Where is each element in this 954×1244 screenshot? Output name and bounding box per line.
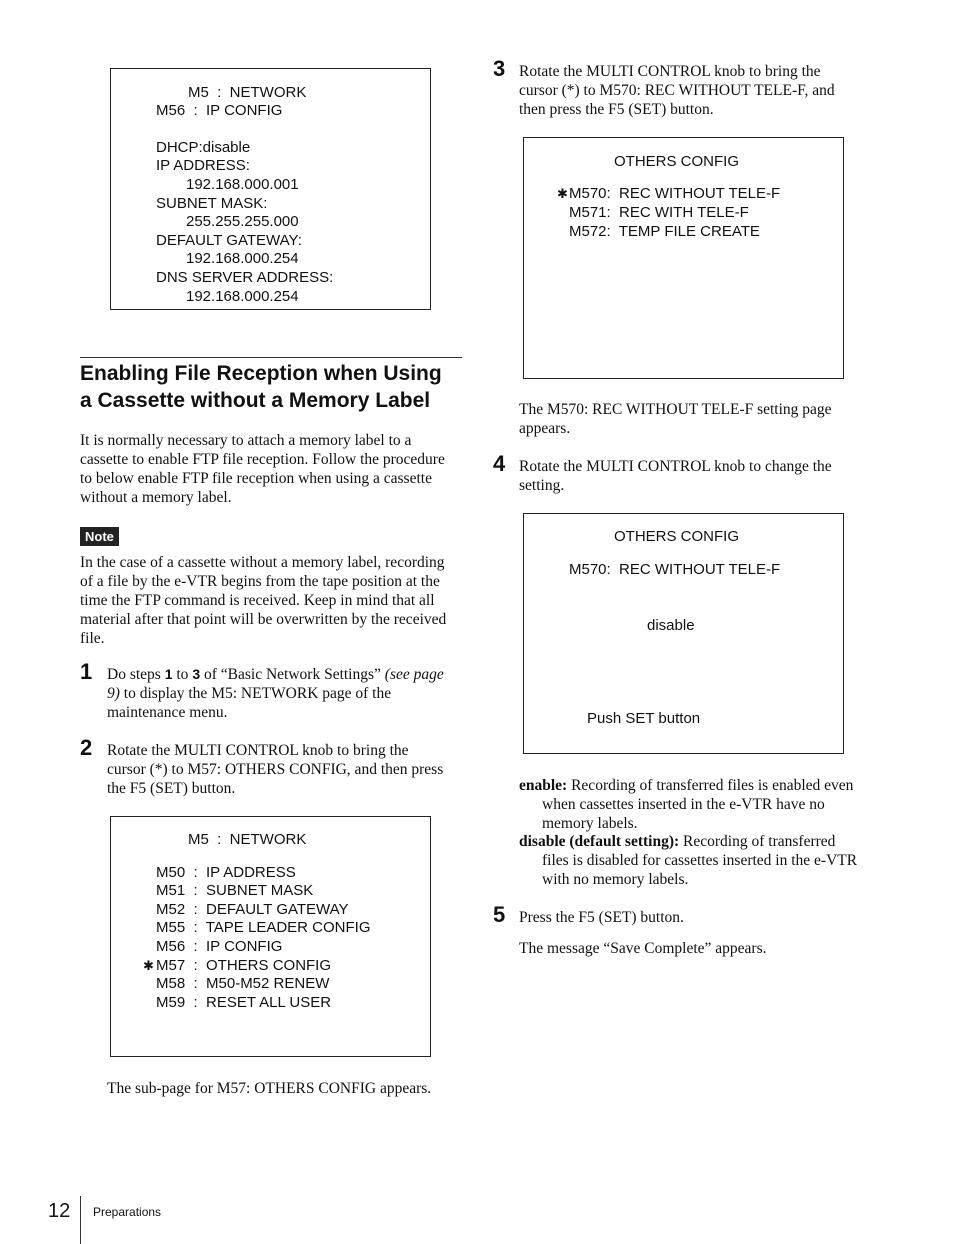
definition-text: files is disabled for cassettes inserted in the e-VTR [542,852,858,869]
setting-item: M570: REC WITHOUT TELE-F [569,561,781,578]
step-4-line: setting. [519,477,565,494]
step-1-text [107,665,467,722]
text-run: to display the M5: NETWORK page of the [119,685,392,702]
page-reference: 9) [107,685,120,702]
step-2-text [107,741,467,798]
step-number: 1 [80,659,93,684]
definition-term: disable (default setting): [519,833,680,850]
screen-line: SUBNET MASK: [156,195,268,212]
screen-line: 255.255.255.000 [186,213,299,230]
result-line: The M570: REC WITHOUT TELE-F setting page [519,401,832,418]
step-2-line: Rotate the MULTI CONTROL knob to bring the [107,742,409,759]
definition-text: Recording of transferred [683,833,836,850]
note-line: time the FTP command is received. Keep in mind that all [80,592,435,609]
section-title [80,360,470,414]
menu-item: M56 : IP CONFIG [156,938,283,955]
text-run: to [172,666,193,683]
step-2-result: The sub-page for M57: OTHERS CONFIG appears. [107,1080,432,1097]
step-5-result: The message “Save Complete” appears. [519,940,767,957]
definition-term: enable: [519,777,568,794]
step-3-text [519,62,879,119]
section-title-line: Enabling File Reception when Using [80,362,442,385]
step-5-text: Press the F5 (SET) button. [519,909,684,926]
step-ref: 1 [164,666,173,682]
intro-line: without a memory label. [80,489,232,506]
step-3-line: Rotate the MULTI CONTROL knob to bring the [519,63,821,80]
definition-text: when cassettes inserted in the e-VTR have no [542,796,825,813]
screen-line: 192.168.000.001 [186,176,299,193]
step-4-line: Rotate the MULTI CONTROL knob to change the [519,458,832,475]
menu-item: M55 : TAPE LEADER CONFIG [156,919,371,936]
step-1-line [107,665,467,684]
step-2-line: the F5 (SET) button. [107,780,236,797]
definition-text: with no memory labels. [542,871,689,888]
screen-title: M5 : NETWORK [188,84,307,101]
screen-title: OTHERS CONFIG [614,153,740,170]
text-run: Do steps [107,666,165,683]
step-number: 3 [493,56,506,81]
result-line: appears. [519,420,571,437]
footer-divider [80,1196,81,1244]
step-ref: 3 [192,666,201,682]
screen-line: 192.168.000.254 [186,250,299,267]
menu-item-selected: M57 : OTHERS CONFIG [156,957,332,974]
intro-paragraph [80,431,470,507]
step-number: 2 [80,735,93,760]
step-3-line: cursor (*) to M570: REC WITHOUT TELE-F, and [519,82,835,99]
step-number: 4 [493,451,506,476]
screen-network-menu [110,816,431,1057]
section-title-line: a Cassette without a Memory Label [80,389,431,412]
screen-line: DNS SERVER ADDRESS: [156,269,334,286]
cursor-asterisk-icon: ✱ [143,958,154,973]
text-run: of “Basic Network Settings” [200,666,385,683]
screen-line: DEFAULT GATEWAY: [156,232,302,249]
step-1-line [107,684,467,703]
note-line: In the case of a cassette without a memory label, recording [80,554,445,571]
menu-item: M52 : DEFAULT GATEWAY [156,901,349,918]
note-line: material after that point will be overwritten by the received [80,611,447,628]
menu-item: M59 : RESET ALL USER [156,994,332,1011]
step-1-line: maintenance menu. [107,704,228,721]
screen-line: 192.168.000.254 [186,288,299,305]
heading-rule [80,357,462,358]
note-badge: Note [80,527,119,546]
screen-ip-config [110,68,431,310]
menu-item-selected: M570: REC WITHOUT TELE-F [569,185,781,202]
intro-line: to below enable FTP file reception when using a cassette [80,470,432,487]
page-reference: (see page [384,666,444,683]
setting-value: disable [647,617,695,634]
screen-line: DHCP:disable [156,139,251,156]
intro-line: It is normally necessary to attach a memory label to a [80,432,412,449]
cursor-asterisk-icon: ✱ [557,186,568,201]
screen-others-config [523,137,844,379]
step-number: 5 [493,902,506,927]
menu-item: M58 : M50-M52 RENEW [156,975,330,992]
step-3-line: then press the F5 (SET) button. [519,101,714,118]
setting-hint: Push SET button [587,710,701,727]
definition-text: Recording of transferred files is enabled even [571,777,854,794]
step-3-result [519,400,879,438]
step-4-text [519,457,879,495]
definition-text: memory labels. [542,815,638,832]
screen-title: OTHERS CONFIG [614,528,740,545]
page-number: 12 [48,1200,71,1222]
note-line: file. [80,630,105,647]
menu-item: M50 : IP ADDRESS [156,864,296,881]
step-2-line: cursor (*) to M57: OTHERS CONFIG, and then press [107,761,444,778]
screen-title: M5 : NETWORK [188,831,307,848]
menu-item: M572: TEMP FILE CREATE [569,223,760,240]
footer-section-label: Preparations [93,1205,162,1219]
menu-item: M571: REC WITH TELE-F [569,204,749,221]
note-text [80,553,470,648]
menu-item: M51 : SUBNET MASK [156,882,314,899]
definition-disable [519,832,897,889]
screen-setting-page [523,513,844,754]
note-line: of a file by the e-VTR begins from the tape position at the [80,573,440,590]
screen-line: IP ADDRESS: [156,157,250,174]
intro-line: cassette to enable FTP file reception. Follow the procedure [80,451,445,468]
definition-enable [519,776,897,833]
screen-line: M56 : IP CONFIG [156,102,283,119]
